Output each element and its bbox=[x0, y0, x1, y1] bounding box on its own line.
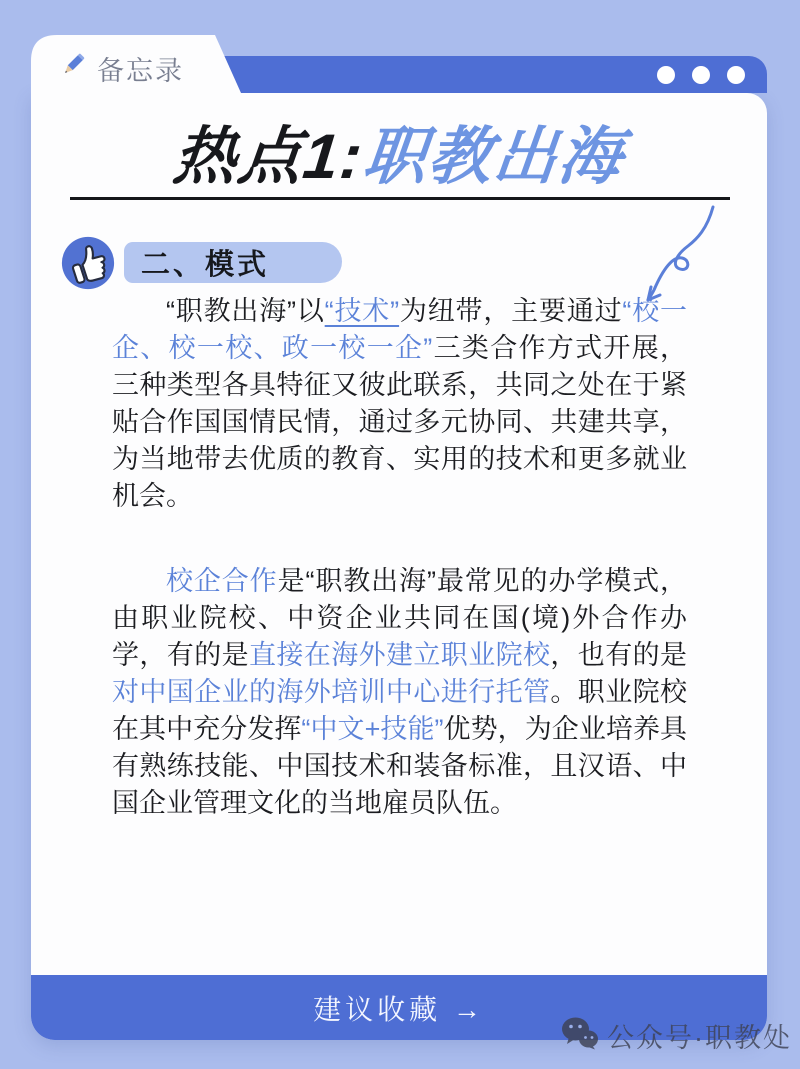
section-label: 二、模式 bbox=[141, 249, 270, 281]
tab-label: 备忘录 bbox=[97, 56, 184, 86]
watermark bbox=[561, 1016, 792, 1055]
dot-icon bbox=[692, 66, 710, 84]
page-title bbox=[26, 106, 772, 197]
highlight-blue: “中文+技能” bbox=[301, 714, 444, 744]
section-label-pill bbox=[124, 242, 342, 283]
highlight-blue: “校一企、校一校、政一校一企” bbox=[112, 296, 688, 363]
paragraph: “职教出海”以“技术”为纽带，主要通过“校一企、校一校、政一校一企”三类合作方式开展，三种类型各具特征又彼此联系，共同之处在于紧贴合作国国情民情，通过多元协同、共建共享，为当地带去优质的教育、实用的技术和更多就业机会。 bbox=[112, 296, 688, 511]
window-titlebar bbox=[205, 56, 767, 93]
highlight-blue: 直接在海外建立职业院校 bbox=[249, 640, 551, 670]
paragraph: 校企合作是“职教出海”最常见的办学模式，由职业院校、中资企业共同在国(境)外合作办学，有的是直接在海外建立职业院校，也有的是对中国企业的海外培训中心进行托管。职业院校在其中充分发挥“中文+技能”优势，为企业培养具有熟练技能、中国技术和装备标准，且汉语、中国企业管理文化的当地雇员队伍。 bbox=[112, 566, 688, 818]
window-dots-icon bbox=[657, 66, 745, 84]
highlight-blue: 对中国企业的海外培训中心进行托管 bbox=[112, 677, 551, 707]
highlight-underlined: “技术” bbox=[324, 296, 400, 326]
pencil-icon bbox=[59, 49, 89, 79]
memo-tab bbox=[31, 35, 241, 93]
highlight-blue: 校企合作 bbox=[166, 566, 278, 596]
dot-icon bbox=[727, 66, 745, 84]
dot-icon bbox=[657, 66, 675, 84]
title-black-part: 热点1: bbox=[169, 122, 368, 192]
wechat-icon bbox=[561, 1016, 599, 1055]
save-banner-label: 建议收藏 → bbox=[313, 993, 485, 1025]
watermark-text: 公众号·职教处 bbox=[607, 1023, 792, 1053]
article-body bbox=[112, 293, 687, 822]
title-underline bbox=[70, 197, 730, 200]
title-blue-part: 职教出海 bbox=[359, 122, 628, 192]
thumbs-up-icon bbox=[59, 234, 117, 292]
